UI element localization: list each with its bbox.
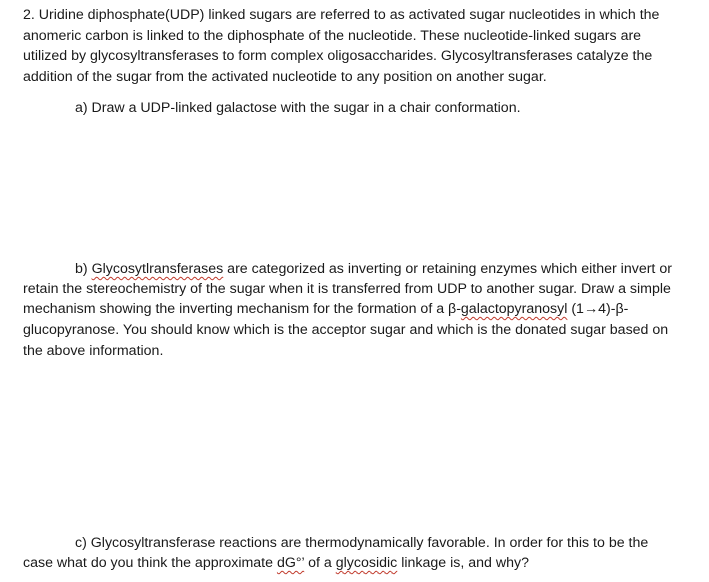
part-b-line-3 [23,299,628,319]
intro-line-4: addition of the sugar from the activated nucleotide to any position on another sugar. [23,69,547,85]
part-b-line-5: the above information. [23,343,164,359]
part-b-line-4: glucopyranose. You should know which is the acceptor sugar and which is the donated sugar based on [23,322,669,338]
part-c-line-2 [23,553,529,573]
part-c-line-2-rest: linkage is, and why? [397,555,529,571]
part-b-label: b) [75,261,92,277]
part-b-line-2: retain the stereochemistry of the sugar when it is transferred from UDP to another sugar. Draw a simple [23,281,671,297]
part-c-line-1: c) Glycosyltransferase reactions are thermodynamically favorable. In order for this to be the [75,535,649,551]
intro-line-2: anomeric carbon is linked to the diphosphate of the nucleotide. These nucleotide-linked sugars are [23,28,642,44]
misspelled-word: Glycosytlransferases [91,261,224,277]
part-c-line-2-prefix: case what do you think the approximate [23,555,277,571]
spellcheck-word: galactopyranosyl [460,301,568,317]
intro-line-1: 2. Uridine diphosphate(UDP) linked sugars are referred to as activated sugar nucleotides in which the [23,7,660,23]
part-a-text: a) Draw a UDP-linked galactose with the sugar in a chair conformation. [75,100,521,116]
part-b-line-3-prefix: mechanism showing the inverting mechanism for the formation of a β- [23,301,461,317]
part-c-line-2-mid: of a [304,555,336,571]
part-b-line-1 [75,259,672,279]
intro-line-3: utilized by glycosyltransferases to form complex oligosaccharides. Glycosyltransferases catalyze the [23,48,653,64]
spellcheck-word-glycosidic: glycosidic [335,555,398,571]
dg-symbol: dG°’ [276,555,305,571]
part-b-line-3-rest: (1→4)-β- [567,301,629,317]
part-b-line-1-rest: are categorized as inverting or retaining enzymes which either invert or [223,261,672,277]
